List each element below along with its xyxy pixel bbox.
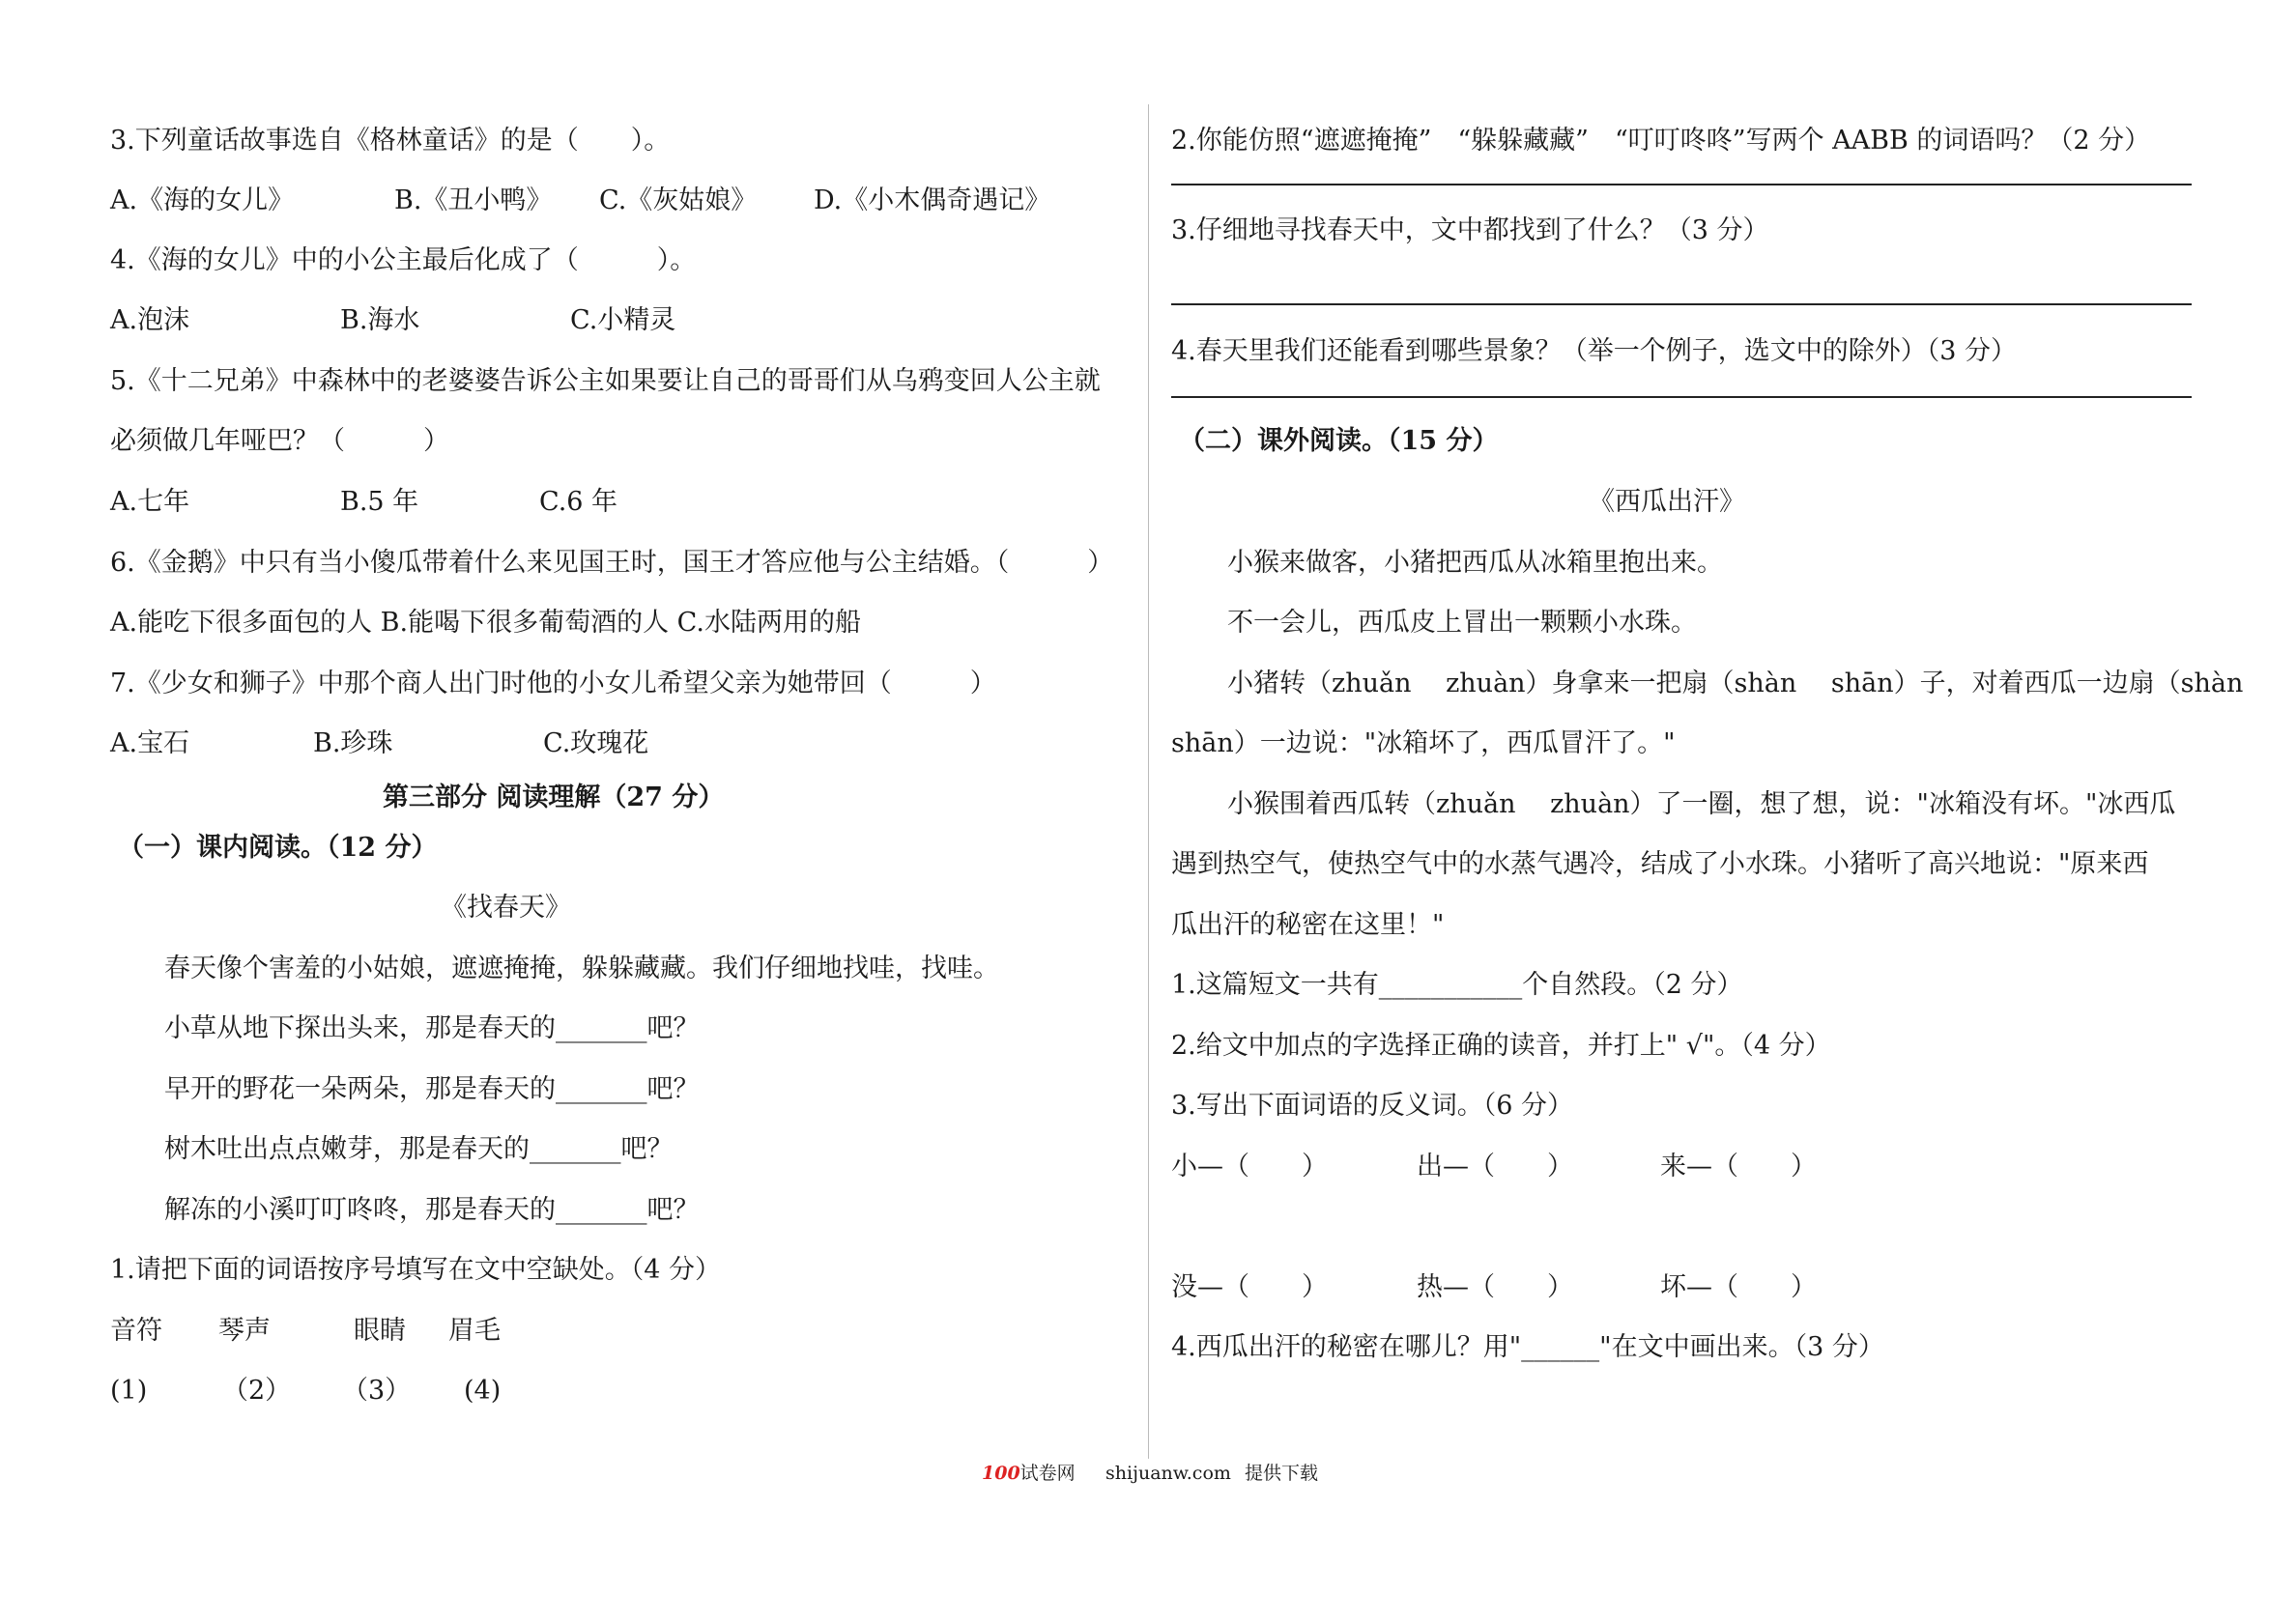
question-4: 4.《海的女儿》中的小公主最后化成了（ ）。 [110, 245, 697, 275]
question-7: 7.《少女和狮子》中那个商人出门时他的小女儿希望父亲为她带回（ ） [110, 669, 996, 698]
q5-option-c: C.6 年 [539, 487, 618, 517]
blank-number: (4) [464, 1376, 502, 1406]
reading-1-question-2: 2.你能仿照“遮遮掩掩” “躲躲藏藏” “叮叮咚咚”写两个 AABB 的词语吗？（2 分） [1171, 126, 2151, 156]
q6-options: A.能吃下很多面包的人 B.能喝下很多葡萄酒的人 C.水陆两用的船 [110, 608, 861, 638]
text-1-title: 《找春天》 [441, 893, 571, 923]
part-3-title: 第三部分 阅读理解（27 分） [383, 783, 725, 812]
text-2-paragraph: 瓜出汗的秘密在这里！" [1171, 910, 1445, 940]
q3-option-c: C.《灰姑娘》 [599, 185, 758, 215]
footer-logo [982, 1461, 1076, 1486]
blank-number: (1) [110, 1376, 148, 1406]
text-2-paragraph: 小猪转（zhuǎn zhuàn）身拿来一把扇（shàn shān）子，对着西瓜一边扇（shàn [1227, 669, 2244, 698]
q3-option-b: B.《丑小鸭》 [394, 185, 553, 215]
question-5-line-2: 必须做几年哑巴？（ ） [110, 426, 449, 456]
word-option: 眉毛 [448, 1316, 501, 1346]
reading-2-question-4: 4.西瓜出汗的秘密在哪儿？用"______"在文中画出来。（3 分） [1171, 1332, 1884, 1362]
antonym-item: 坏—（ ） [1660, 1272, 1817, 1302]
antonym-item: 没—（ ） [1171, 1272, 1328, 1302]
answer-line [1171, 303, 2192, 305]
word-option: 眼睛 [354, 1316, 406, 1346]
text-1-paragraph: 春天像个害羞的小姑娘，遮遮掩掩，躲躲藏藏。我们仔细地找哇，找哇。 [164, 953, 999, 983]
q3-option-a: A.《海的女儿》 [110, 185, 295, 215]
logo-text: 试卷网 [1019, 1463, 1076, 1484]
reading-2-question-2: 2.给文中加点的字选择正确的读音，并打上" √"。（4 分） [1171, 1031, 1831, 1061]
text-2-paragraph: 小猴来做客，小猪把西瓜从冰箱里抱出来。 [1227, 548, 1723, 578]
text-2-title: 《西瓜出汗》 [1589, 487, 1745, 517]
blank-number: （2） [222, 1376, 292, 1406]
q5-option-a: A.七年 [110, 487, 190, 517]
q7-option-b: B.珍珠 [313, 728, 393, 758]
q3-option-d: D.《小木偶奇遇记》 [814, 185, 1051, 215]
q4-option-c: C.小精灵 [570, 305, 676, 335]
q7-option-c: C.玫瑰花 [543, 728, 649, 758]
question-3: 3.下列童话故事选自《格林童话》的是（ ）。 [110, 126, 671, 156]
footer-site: shijuanw.com [1105, 1463, 1231, 1484]
footer-note: 提供下载 [1245, 1463, 1319, 1484]
question-5-line-1: 5.《十二兄弟》中森林中的老婆婆告诉公主如果要让自己的哥哥们从乌鸦变回人公主就 [110, 366, 1101, 396]
answer-line [1171, 396, 2192, 398]
reading-2-question-1: 1.这篇短文一共有___________个自然段。（2 分） [1171, 970, 1743, 1000]
text-2-paragraph: 遇到热空气，使热空气中的水蒸气遇冷，结成了小水珠。小猪听了高兴地说："原来西 [1171, 849, 2149, 879]
text-1-paragraph: 树木吐出点点嫩芽，那是春天的_______吧？ [164, 1134, 674, 1164]
reading-2-question-3: 3.写出下面词语的反义词。（6 分） [1171, 1091, 1574, 1121]
q7-option-a: A.宝石 [110, 728, 190, 758]
question-6: 6.《金鹅》中只有当小傻瓜带着什么来见国王时，国王才答应他与公主结婚。（ ） [110, 548, 1114, 578]
text-1-paragraph: 小草从地下探出头来，那是春天的_______吧？ [164, 1013, 700, 1043]
q4-option-a: A.泡沫 [110, 305, 190, 335]
reading-1-question-1: 1.请把下面的词语按序号填写在文中空缺处。（4 分） [110, 1255, 722, 1285]
logo-number: 100 [982, 1463, 1020, 1484]
text-1-paragraph: 解冻的小溪叮叮咚咚，那是春天的_______吧？ [164, 1195, 700, 1225]
antonym-item: 小—（ ） [1171, 1152, 1328, 1181]
reading-1-question-3: 3.仔细地寻找春天中，文中都找到了什么？（3 分） [1171, 215, 1769, 245]
antonym-item: 热—（ ） [1417, 1272, 1573, 1302]
word-option: 琴声 [218, 1316, 271, 1346]
text-2-paragraph: shān）一边说："冰箱坏了，西瓜冒汗了。" [1171, 728, 1676, 758]
answer-line [1171, 184, 2192, 185]
q4-option-b: B.海水 [340, 305, 420, 335]
reading-1-question-4: 4.春天里我们还能看到哪些景象？（举一个例子，选文中的除外）（3 分） [1171, 336, 2018, 366]
column-divider [1148, 104, 1149, 1459]
antonym-item: 出—（ ） [1417, 1152, 1573, 1181]
text-1-paragraph: 早开的野花一朵两朵，那是春天的_______吧？ [164, 1074, 700, 1104]
q5-option-b: B.5 年 [340, 487, 419, 517]
section-1-title: （一）课内阅读。（12 分） [118, 833, 438, 863]
text-2-paragraph: 不一会儿，西瓜皮上冒出一颗颗小水珠。 [1227, 608, 1697, 638]
antonym-item: 来—（ ） [1660, 1152, 1817, 1181]
word-option: 音符 [110, 1316, 162, 1346]
section-2-title: （二）课外阅读。（15 分） [1179, 426, 1499, 456]
text-2-paragraph: 小猴围着西瓜转（zhuǎn zhuàn）了一圈，想了想，说："冰箱没有坏。"冰西瓜 [1227, 789, 2176, 819]
blank-number: （3） [342, 1376, 412, 1406]
